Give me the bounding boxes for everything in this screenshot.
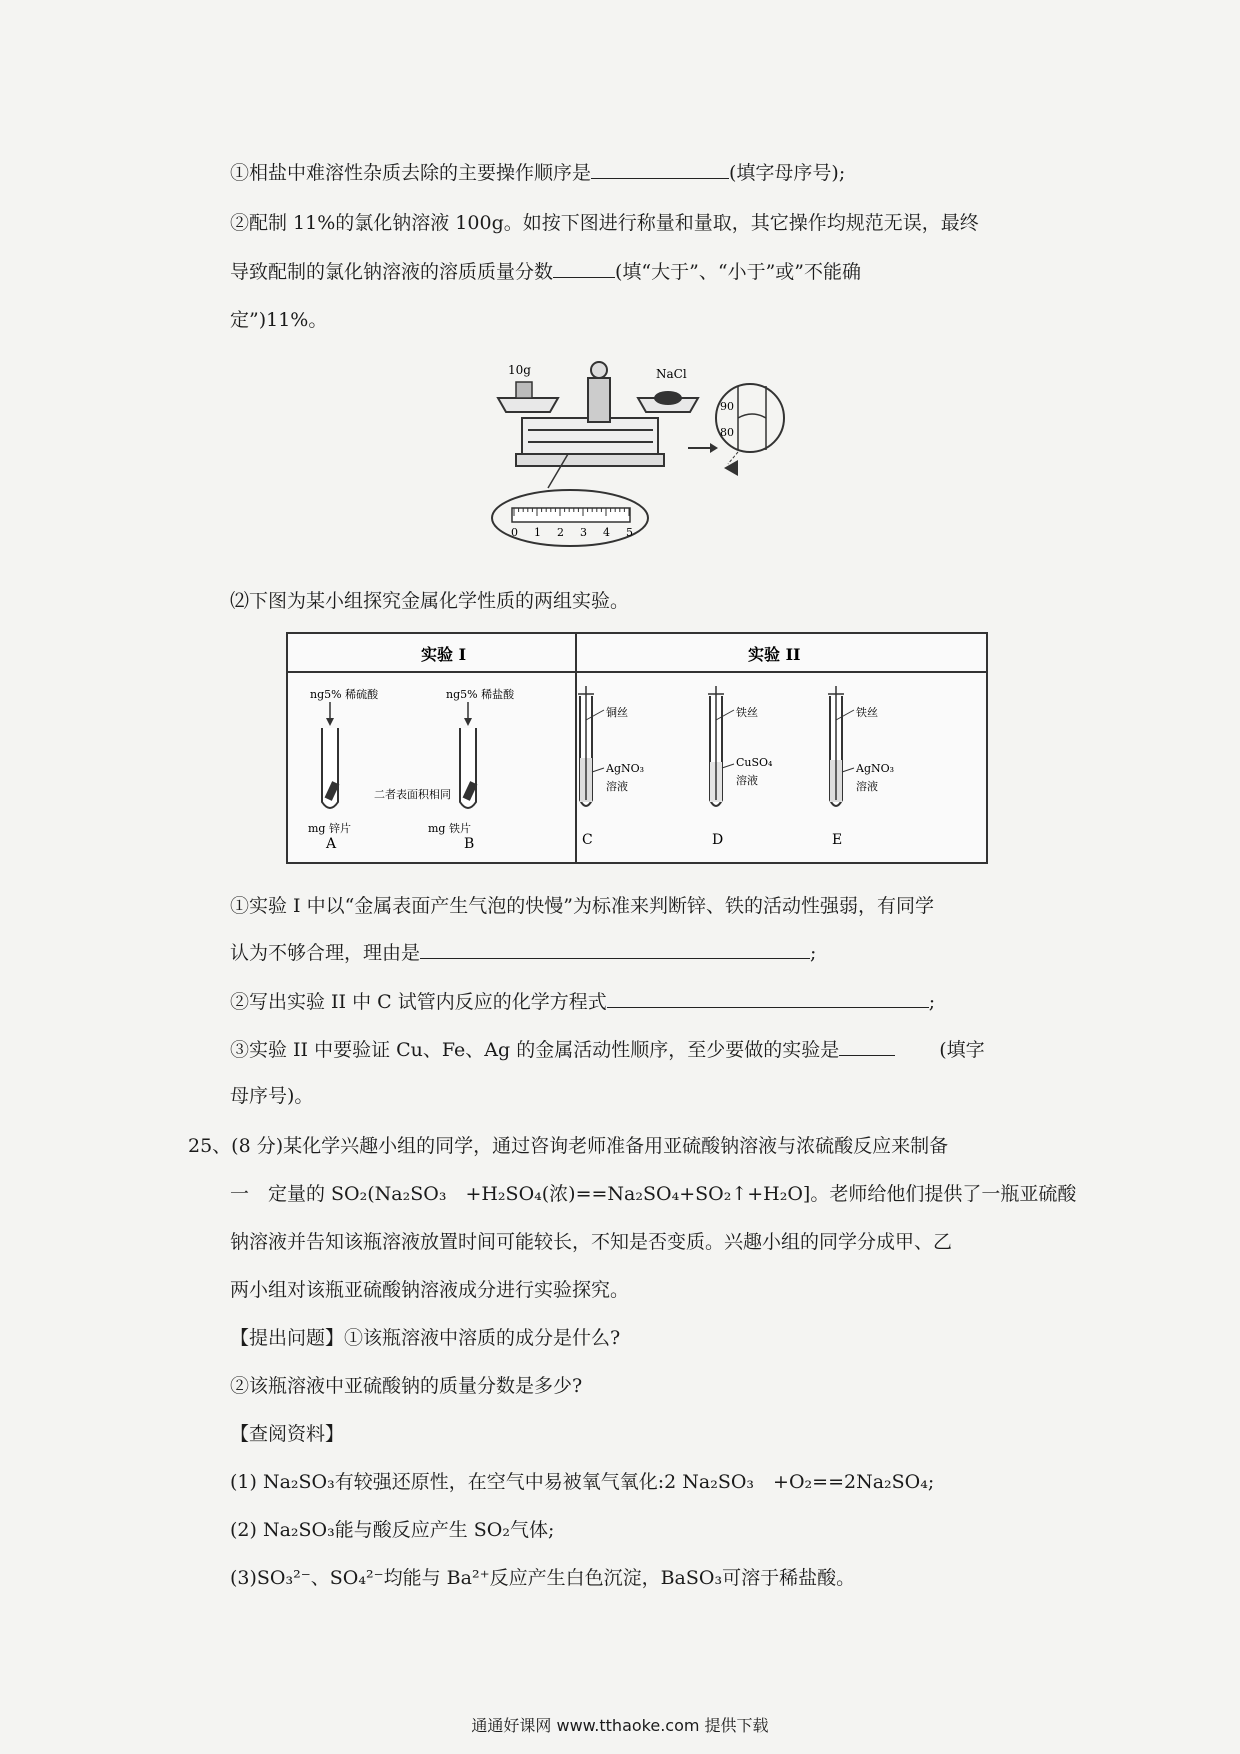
question-metal-1b — [230, 940, 816, 966]
question-2-line-b — [230, 259, 861, 285]
balance-body — [522, 418, 658, 454]
answer-blank[interactable] — [420, 940, 810, 959]
tube-c-letter: C — [582, 832, 593, 848]
question-text: ②写出实验 II 中 C 试管内反应的化学方程式 — [230, 991, 607, 1013]
question-metal-1: ①实验 I 中以“金属表面产生气泡的快慢”为标准来判断锌、铁的活动性强弱，有同学 — [230, 895, 935, 917]
weight-label: 10g — [508, 363, 531, 377]
question-text: (填字母序号); — [729, 162, 846, 184]
question-text: 导致配制的氯化钠溶液的溶质质量分数 — [230, 261, 554, 283]
ruler-tick-label: 3 — [580, 526, 587, 539]
question-metal-3 — [230, 1037, 985, 1063]
answer-blank[interactable] — [839, 1037, 895, 1056]
ruler-tick-label: 2 — [557, 526, 564, 539]
ruler-tick-label: 5 — [626, 526, 633, 539]
pose-question-2: ②该瓶溶液中亚硫酸钠的质量分数是多少? — [230, 1375, 583, 1397]
cylinder-label-90: 90 — [720, 400, 734, 413]
reference-3: (3)SO₃²⁻、SO₄²⁻均能与 Ba²⁺反应产生白色沉淀，BaSO₃可溶于稀盐酸。 — [230, 1567, 856, 1589]
tube-e-letter: E — [832, 832, 843, 848]
tube-e-solution: AgNO₃ — [856, 762, 895, 775]
tube-e-wire: 铁丝 — [856, 706, 878, 719]
balance-base — [516, 454, 664, 466]
ruler-tick-label: 4 — [603, 526, 610, 539]
nacl-pile — [654, 391, 682, 405]
header-experiment-2: 实验 II — [748, 645, 801, 664]
question-text: ; — [810, 942, 817, 964]
metal-experiment-figure — [286, 632, 988, 864]
tube-c-solution: AgNO₃ — [606, 762, 645, 775]
question-text: 认为不够合理，理由是 — [230, 942, 421, 964]
ruler — [512, 508, 630, 522]
balance-figure — [488, 358, 788, 558]
tube-d-letter: D — [712, 832, 724, 848]
question-1-line — [230, 160, 845, 186]
question-25-line-2: 一 定量的 SO₂(Na₂SO₃ +H₂SO₄(浓)==Na₂SO₄+SO₂↑+H₂O]。老师给他们提供了一瓶亚硫酸 — [230, 1183, 1077, 1205]
ruler-labels — [511, 526, 633, 539]
answer-blank[interactable] — [607, 989, 929, 1008]
answer-blank[interactable] — [553, 259, 615, 278]
tube-b-letter: B — [464, 836, 475, 852]
weight-icon — [516, 382, 532, 398]
question-text: ①相盐中难溶性杂质去除的主要操作顺序是 — [230, 162, 592, 184]
question-2-line: ②配制 11%的氯化钠溶液 100g。如按下图进行称量和量取，其它操作均规范无误，最终 — [230, 212, 979, 234]
question-metal-2 — [230, 989, 935, 1015]
tube-a-reagent: ng5% 稀硫酸 — [310, 688, 379, 701]
question-metal-intro: ⑵下图为某小组探究金属化学性质的两组实验。 — [230, 590, 630, 612]
note-same-area: 二者表面积相同 — [374, 788, 451, 801]
question-text: ③实验 II 中要验证 Cu、Fe、Ag 的金属活动性顺序，至少要做的实验是 — [230, 1039, 840, 1061]
balance-pillar — [588, 378, 610, 422]
tube-c-wire: 铜丝 — [606, 706, 628, 719]
pose-question-1: 【提出问题】①该瓶溶液中溶质的成分是什么? — [230, 1327, 621, 1349]
tube-b-metal: mg 铁片 — [428, 822, 471, 835]
header-experiment-1: 实验 I — [421, 645, 467, 664]
cylinder-label-80: 80 — [720, 426, 734, 439]
question-text: (填“大于”、“小于”或”不能确 — [615, 261, 861, 283]
tube-e-solution-word: 溶液 — [856, 780, 878, 793]
page-footer: 通通好课网 www.tthaoke.com 提供下载 — [471, 1716, 769, 1735]
left-pan — [498, 398, 558, 412]
tube-c-solution-word: 溶液 — [606, 780, 628, 793]
question-metal-3b: 母序号)。 — [230, 1085, 314, 1107]
ruler-tick-label: 0 — [511, 526, 518, 539]
question-25-line-3: 钠溶液并告知该瓶溶液放置时间可能较长，不知是否变质。兴趣小组的同学分成甲、乙 — [230, 1231, 953, 1253]
tube-a-letter: A — [326, 836, 337, 852]
question-text: (填字 — [939, 1039, 985, 1061]
tube-d-solution-word: 溶液 — [736, 774, 758, 787]
question-text: ; — [928, 991, 936, 1013]
tube-d-solution: CuSO₄ — [736, 756, 773, 769]
question-2-line-c: 定”)11%。 — [230, 309, 328, 331]
nacl-label: NaCl — [656, 367, 687, 381]
reference-1: (1) Na₂SO₃有较强还原性，在空气中易被氧气氧化:2 Na₂SO₃ +O₂==2Na₂SO₄; — [230, 1471, 935, 1493]
reference-heading: 【查阅资料】 — [230, 1423, 345, 1445]
answer-blank[interactable] — [591, 160, 729, 179]
cylinder-view — [716, 384, 784, 452]
eye-icon — [724, 460, 738, 476]
question-25-title: 25、(8 分)某化学兴趣小组的同学，通过咨询老师准备用亚硫酸钠溶液与浓硫酸反应来制备 — [188, 1135, 949, 1157]
tube-a-metal: mg 锌片 — [308, 822, 351, 835]
ruler-tick-label: 1 — [534, 526, 541, 539]
tube-b-reagent: ng5% 稀盐酸 — [446, 688, 515, 701]
tube-d-wire: 铁丝 — [736, 706, 758, 719]
question-25-line-4: 两小组对该瓶亚硫酸钠溶液成分进行实验探究。 — [230, 1279, 630, 1301]
reference-2: (2) Na₂SO₃能与酸反应产生 SO₂气体; — [230, 1519, 555, 1541]
